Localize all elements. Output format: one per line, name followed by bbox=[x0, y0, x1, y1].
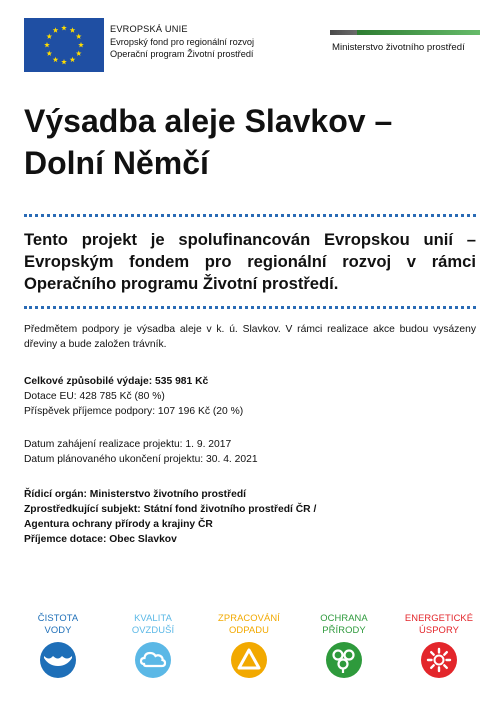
category-waste-label bbox=[211, 612, 287, 636]
title-line-1: Výsadba aleje Slavkov – bbox=[24, 103, 393, 139]
category-air bbox=[115, 612, 191, 678]
ministry-logo bbox=[330, 30, 480, 53]
category-air-label bbox=[115, 612, 191, 636]
category-energy bbox=[401, 612, 477, 678]
category-air-label-2: OVZDUŠÍ bbox=[131, 623, 175, 635]
category-waste-label-2: ODPADU bbox=[228, 623, 269, 635]
page-title bbox=[24, 100, 484, 184]
intermediate-body-line-1: Zprostředkující subjekt: Státní fond životního prostředí ČR / bbox=[24, 504, 317, 515]
cloud-icon bbox=[135, 642, 171, 678]
category-nature-label-1: OCHRANA bbox=[320, 612, 368, 623]
category-water-label bbox=[20, 612, 96, 636]
eu-grant: Dotace EU: 428 785 Kč (80 %) bbox=[24, 391, 165, 402]
header bbox=[24, 18, 480, 74]
dates-block bbox=[24, 437, 476, 467]
category-waste-label-1: ZPRACOVÁNÍ bbox=[218, 612, 280, 623]
nature-icon bbox=[326, 642, 362, 678]
managing-authority: Řídicí orgán: Ministerstvo životního prostředí bbox=[24, 489, 246, 500]
category-energy-label-2: ÚSPORY bbox=[418, 623, 460, 635]
category-water bbox=[20, 612, 96, 678]
dotted-divider-bottom bbox=[24, 306, 476, 309]
organisations-block bbox=[24, 487, 476, 547]
water-icon bbox=[40, 642, 76, 678]
end-date: Datum plánovaného ukončení projektu: 30. 4. 2021 bbox=[24, 454, 258, 465]
category-nature-label-2: PŘÍRODY bbox=[322, 623, 366, 635]
category-energy-label bbox=[401, 612, 477, 636]
sun-icon bbox=[421, 642, 457, 678]
title-line-2: Dolní Němčí bbox=[24, 145, 209, 181]
intermediate-body-line-2: Agentura ochrany přírody a krajiny ČR bbox=[24, 519, 213, 530]
costs-block bbox=[24, 374, 476, 419]
recycle-triangle-icon bbox=[231, 642, 267, 678]
category-air-label-1: KVALITA bbox=[134, 612, 172, 623]
category-nature bbox=[306, 612, 382, 678]
total-eligible-costs: Celkové způsobilé výdaje: 535 981 Kč bbox=[24, 376, 209, 387]
cofinancing-statement: Tento projekt je spolufinancován Evropskou unií – Evropským fondem pro regionální rozvoj v rámci Operačního programu Životní prostředí. bbox=[24, 230, 476, 293]
ministry-logo-bar bbox=[330, 30, 480, 35]
grant-recipient: Příjemce dotace: Obec Slavkov bbox=[24, 534, 177, 545]
dotted-divider-top bbox=[24, 214, 476, 217]
category-water-label-2: VODY bbox=[44, 623, 72, 635]
eu-fund-name: Evropský fond pro regionální rozvoj bbox=[110, 36, 255, 47]
eu-programme-name: Operační program Životní prostředí bbox=[110, 49, 254, 59]
project-description: Předmětem podpory je výsadba aleje v k. ú. Slavkov. V rámci realizace akce budou vysázeny dřeviny a bude založen trávník. bbox=[24, 324, 476, 350]
category-nature-label bbox=[306, 612, 382, 636]
category-waste bbox=[211, 612, 287, 678]
eu-flag-icon bbox=[24, 18, 104, 72]
recipient-contribution: Příspěvek příjemce podpory: 107 196 Kč (20 %) bbox=[24, 406, 244, 417]
category-energy-label-1: ENERGETICKÉ bbox=[404, 612, 474, 623]
eu-text-block bbox=[110, 23, 254, 61]
category-water-label-1: ČISTOTA bbox=[37, 612, 79, 623]
ministry-name: Ministerstvo životního prostředí bbox=[332, 42, 465, 53]
programme-categories bbox=[24, 612, 480, 692]
eu-name: EVROPSKÁ UNIE bbox=[110, 24, 188, 34]
start-date: Datum zahájení realizace projektu: 1. 9. 2017 bbox=[24, 439, 232, 450]
